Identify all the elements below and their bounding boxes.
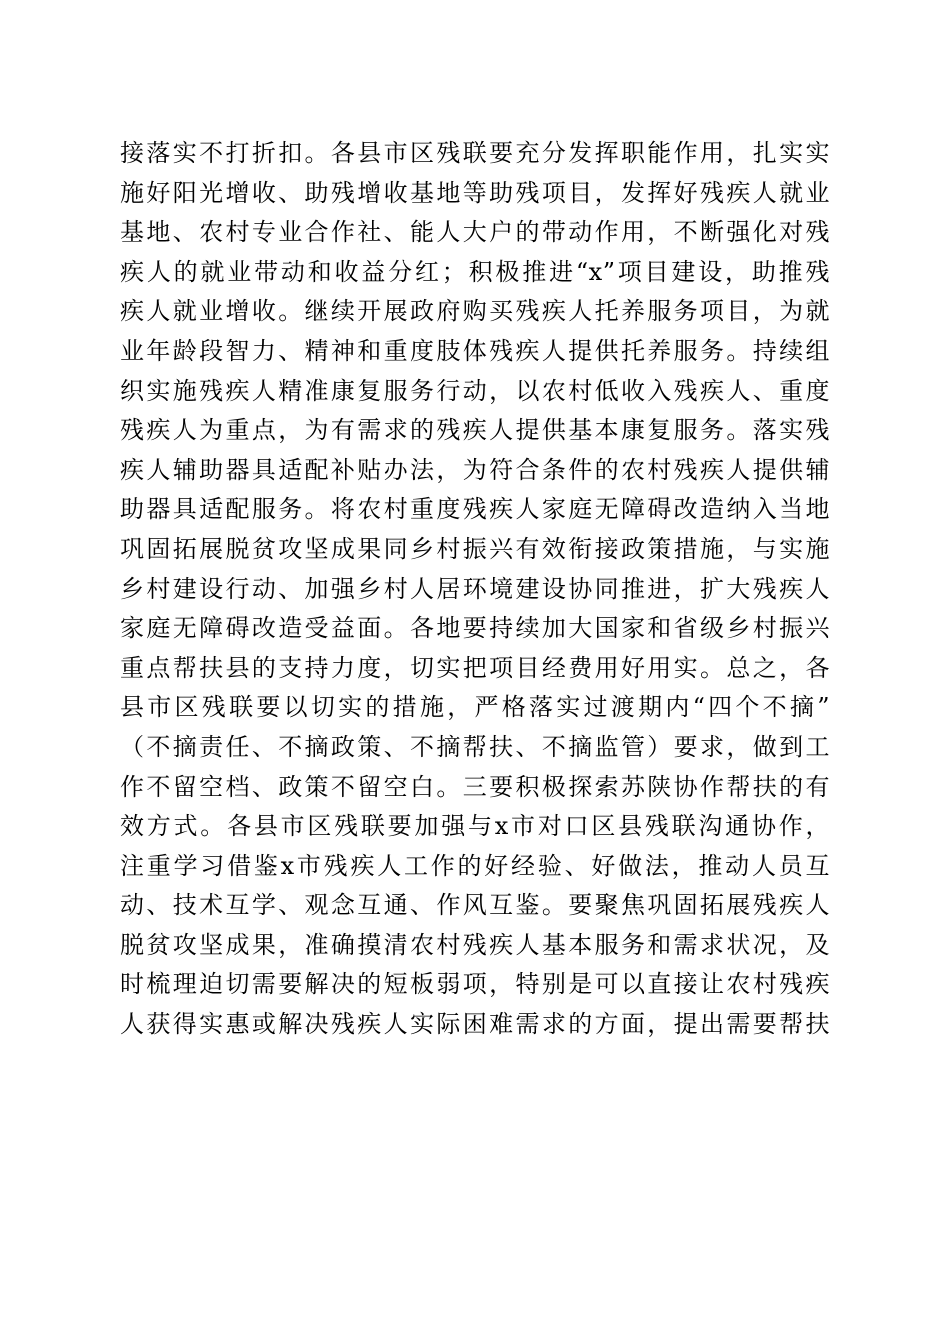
- text-line: 乡村建设行动、加强乡村人居环境建设协同推进，扩大残疾人: [120, 574, 830, 603]
- text-line: 疾人辅助器具适配补贴办法，为符合条件的农村残疾人提供辅: [120, 455, 830, 484]
- text-line: 疾人的就业带动和收益分红；积极推进“x”项目建设，助推残: [120, 257, 830, 286]
- text-line: 县市区残联要以切实的措施，严格落实过渡期内“四个不摘”: [120, 693, 830, 722]
- text-line: 效方式。各县市区残联要加强与x市对口区县残联沟通协作，: [120, 812, 830, 841]
- text-line: 残疾人为重点，为有需求的残疾人提供基本康复服务。落实残: [120, 416, 830, 445]
- body-text: [120, 134, 830, 1045]
- text-line: 巩固拓展脱贫攻坚成果同乡村振兴有效衔接政策措施，与实施: [120, 534, 830, 563]
- text-line: 人获得实惠或解决残疾人实际困难需求的方面，提出需要帮扶: [120, 1010, 830, 1039]
- text-line: 基地、农村专业合作社、能人大户的带动作用，不断强化对残: [120, 218, 830, 247]
- text-line: 脱贫攻坚成果，准确摸清农村残疾人基本服务和需求状况，及: [120, 930, 830, 959]
- text-line: 接落实不打折扣。各县市区残联要充分发挥职能作用，扎实实: [120, 139, 830, 167]
- text-line: 疾人就业增收。继续开展政府购买残疾人托养服务项目，为就: [120, 297, 830, 326]
- text-line: 作不留空档、政策不留空白。三要积极探索苏陕协作帮扶的有: [120, 772, 830, 801]
- text-line: 注重学习借鉴x市残疾人工作的好经验、好做法，推动人员互: [120, 851, 830, 880]
- text-line: 施好阳光增收、助残增收基地等助残项目，发挥好残疾人就业: [120, 178, 830, 207]
- text-line: （不摘责任、不摘政策、不摘帮扶、不摘监管）要求，做到工: [120, 732, 830, 761]
- text-line: 织实施残疾人精准康复服务行动，以农村低收入残疾人、重度: [120, 376, 830, 405]
- text-line: 业年龄段智力、精神和重度肢体残疾人提供托养服务。持续组: [120, 336, 830, 365]
- text-line: 时梳理迫切需要解决的短板弱项，特别是可以直接让农村残疾: [120, 970, 830, 999]
- text-line: 助器具适配服务。将农村重度残疾人家庭无障碍改造纳入当地: [120, 495, 830, 524]
- text-line: 家庭无障碍改造受益面。各地要持续加大国家和省级乡村振兴: [120, 614, 830, 643]
- text-line: 动、技术互学、观念互通、作风互鉴。要聚焦巩固拓展残疾人: [120, 891, 830, 920]
- text-line: 重点帮扶县的支持力度，切实把项目经费用好用实。总之，各: [120, 653, 830, 682]
